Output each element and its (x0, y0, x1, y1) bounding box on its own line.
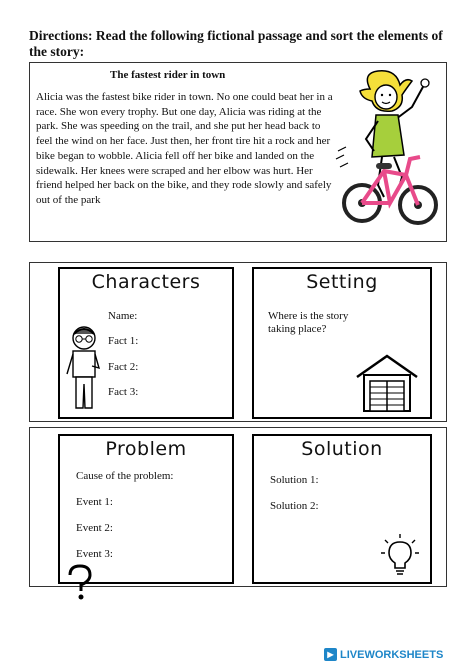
house-icon (354, 353, 420, 415)
problem-card (58, 434, 234, 584)
problem-title: Problem (105, 438, 187, 460)
event1-field[interactable]: Event 1: (76, 496, 113, 508)
fact1-field[interactable]: Fact 1: (108, 335, 139, 347)
boy-icon (64, 324, 104, 414)
setting-question-line1: Where is the story (268, 310, 349, 322)
cause-field[interactable]: Cause of the problem: (76, 470, 174, 482)
liveworksheets-logo-icon: ▶ (324, 648, 337, 661)
fact2-field[interactable]: Fact 2: (108, 361, 139, 373)
light-bulb-icon (380, 532, 420, 578)
question-mark-icon (66, 564, 94, 602)
solution1-field[interactable]: Solution 1: (270, 474, 319, 486)
fact3-field[interactable]: Fact 3: (108, 386, 139, 398)
girl-on-bike-illustration (332, 67, 442, 237)
panel-characters-setting (29, 262, 447, 422)
event3-field[interactable]: Event 3: (76, 548, 113, 560)
passage-box (29, 62, 447, 242)
characters-card (58, 267, 234, 419)
passage-title: The fastest rider in town (110, 69, 226, 81)
setting-title: Setting (306, 271, 378, 293)
liveworksheets-logo (324, 648, 443, 661)
solution-title: Solution (301, 438, 383, 460)
footer-brand: LIVEWORKSHEETS (340, 648, 444, 661)
panel-problem-solution (29, 427, 447, 587)
characters-title: Characters (91, 271, 201, 293)
directions: Directions: Read the following fictional passage and sort the elements of the story: (29, 28, 443, 59)
setting-card (252, 267, 432, 419)
passage-text: Alicia was the fastest bike rider in town. No one could beat her in a race. She won every trophy. But one day, Alicia was riding at the park. She was speeding on the trail, and she put her head back to feel the wind on her face. Just then, her front tire hit a rock and her bike began to wobble. Alicia fell off her bike and landed on the sidewalk. Her knees were scraped and her elbow was hurt. Her friend helped her back on the bike, and they rode slowly and safely out of the park (36, 91, 333, 206)
setting-question-line2: taking place? (268, 323, 327, 335)
solution-card (252, 434, 432, 584)
event2-field[interactable]: Event 2: (76, 522, 113, 534)
solution2-field[interactable]: Solution 2: (270, 500, 319, 512)
name-field[interactable]: Name: (108, 310, 138, 322)
